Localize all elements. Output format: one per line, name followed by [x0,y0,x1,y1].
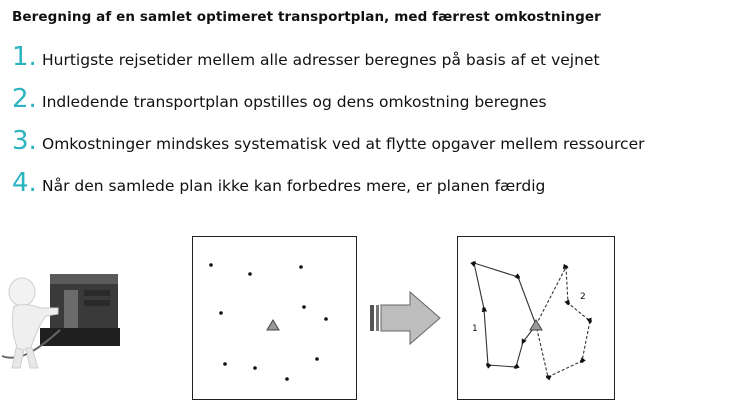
location-point [302,305,306,309]
location-point [223,362,227,366]
right-arrow-icon [370,290,442,346]
location-point [209,263,213,267]
depot-icon [530,320,542,330]
depot-icon [267,320,279,330]
location-point [219,311,223,315]
location-point [299,265,303,269]
step-text: Indledende transportplan opstilles og dens omkostning beregnes [42,93,547,111]
page-title: Beregning af en samlet optimeret transportplan, med færrest omkostninger [12,9,601,25]
route-2-label: 2 [580,292,586,302]
location-point [315,357,319,361]
step-number: 1. [12,42,37,72]
person-with-computer-icon [0,268,120,373]
step-4 [12,168,545,198]
step-3 [12,126,645,156]
location-point [248,272,252,276]
locations-panel [192,236,357,400]
step-number: 2. [12,84,37,114]
step-text: Når den samlede plan ikke kan forbedres mere, er planen færdig [42,177,546,195]
step-2 [12,84,547,114]
step-1 [12,42,600,72]
route-1-line [474,263,536,367]
location-point [324,317,328,321]
location-point [285,377,289,381]
routes-panel [457,236,615,400]
route-1-label: 1 [472,324,478,334]
step-number: 3. [12,126,37,156]
location-point [253,366,257,370]
step-text: Hurtigste rejsetider mellem alle adresser beregnes på basis af et vejnet [42,51,600,69]
step-number: 4. [12,168,37,198]
step-text: Omkostninger mindskes systematisk ved at flytte opgaver mellem ressourcer [42,135,645,153]
